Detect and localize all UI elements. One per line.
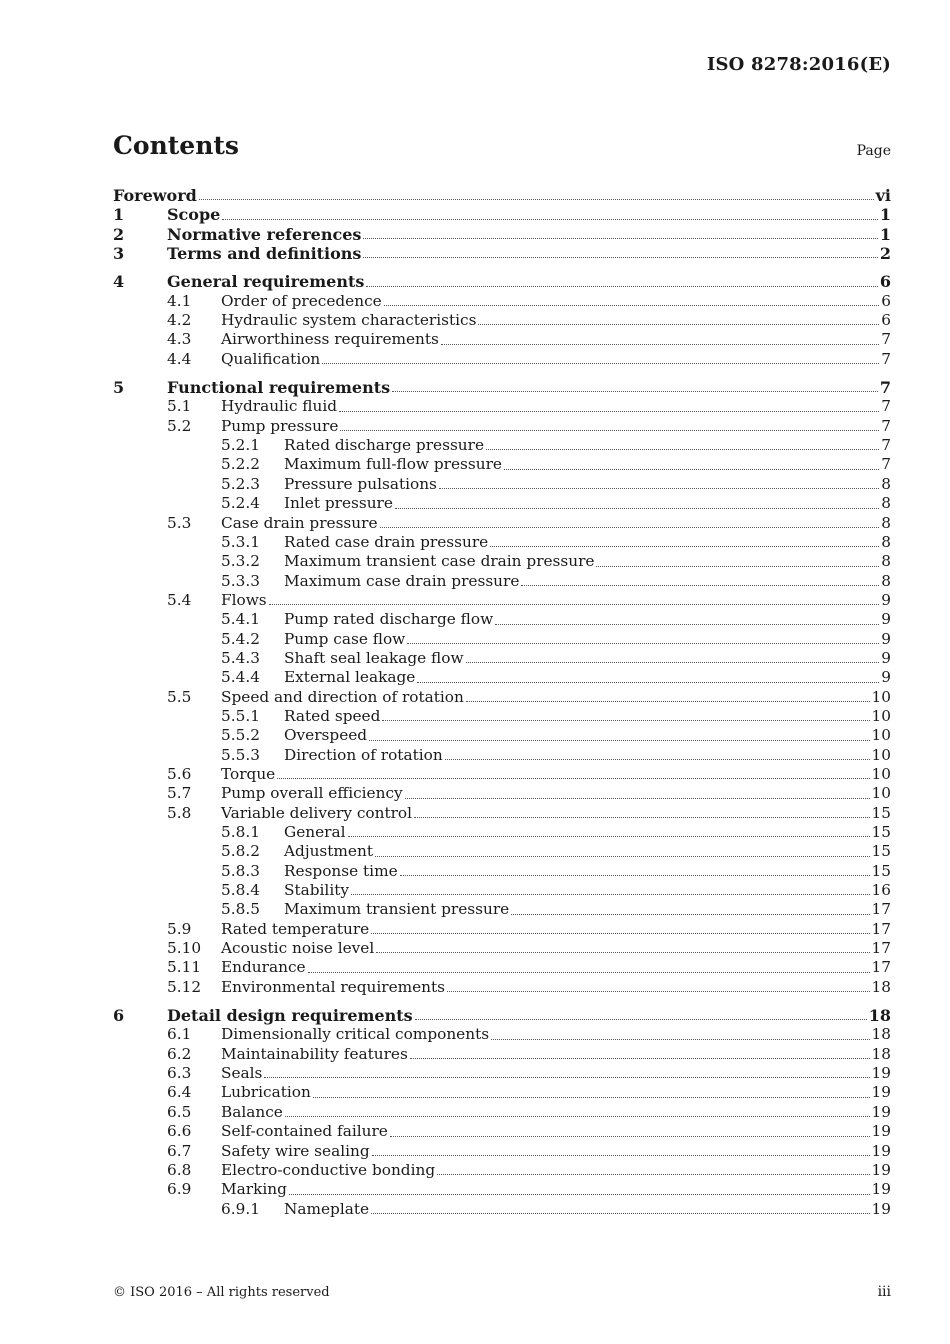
- toc-entry-page: 17: [871, 919, 891, 938]
- toc-entry-title: General requirements: [167, 272, 365, 292]
- toc-entry[interactable]: [113, 591, 891, 610]
- dot-leader: [382, 720, 869, 721]
- toc-entry-page: 10: [871, 706, 891, 725]
- toc-entry[interactable]: [113, 784, 891, 803]
- document-id: ISO 8278:2016(E): [706, 54, 891, 75]
- dot-leader: [277, 778, 869, 779]
- dot-leader: [392, 391, 878, 392]
- toc-entry-page: 6: [881, 311, 891, 330]
- toc-entry-title: Rated discharge pressure: [284, 436, 485, 455]
- toc-entry[interactable]: [113, 726, 891, 745]
- toc-entry-title: Scope: [167, 205, 221, 225]
- dot-leader: [222, 219, 878, 220]
- toc-entry[interactable]: [113, 668, 891, 687]
- dot-leader: [437, 1174, 869, 1175]
- toc-entry-number: 5.2.3: [221, 474, 260, 493]
- toc-entry-page: 9: [881, 629, 891, 648]
- dot-leader: [490, 546, 879, 547]
- dot-leader: [390, 1136, 870, 1137]
- dot-leader: [414, 817, 870, 818]
- dot-leader: [322, 363, 879, 364]
- toc-entry-title: Environmental requirements: [221, 977, 446, 996]
- toc-entry-title: Marking: [221, 1180, 287, 1199]
- toc-entry-page: 7: [881, 455, 891, 474]
- toc-entry[interactable]: [113, 707, 891, 726]
- dot-leader: [339, 411, 879, 412]
- toc-entry-page: 7: [881, 397, 891, 416]
- toc-entry-number: 5.9: [167, 919, 192, 938]
- dot-leader: [395, 508, 879, 509]
- toc-entry-page: 19: [871, 1160, 891, 1179]
- toc-entry-title: Pump overall efficiency: [221, 784, 403, 803]
- toc-entry-title: Maintainability features: [221, 1044, 408, 1063]
- toc-entry-number: 5.12: [167, 977, 202, 996]
- toc-entry[interactable]: [113, 1045, 891, 1064]
- toc-entry-page: 7: [881, 349, 891, 368]
- toc-entry-number: 6.1: [167, 1025, 192, 1044]
- toc-entry-page: 8: [881, 552, 891, 571]
- toc-entry-number: 6.6: [167, 1122, 192, 1141]
- toc-entry-number: 5.8.5: [221, 900, 260, 919]
- toc-entry-title: Case drain pressure: [221, 513, 378, 532]
- toc-entry-page: 19: [871, 1102, 891, 1121]
- toc-entry-title: Response time: [284, 861, 398, 880]
- dot-leader: [511, 914, 869, 915]
- toc-entry[interactable]: [113, 881, 891, 900]
- toc-entry-title: Shaft seal leakage flow: [284, 648, 464, 667]
- toc-entry-page: 7: [881, 416, 891, 435]
- toc-entry-page: 17: [871, 900, 891, 919]
- dot-leader: [495, 624, 879, 625]
- toc-entry[interactable]: [113, 978, 891, 997]
- toc-entry-number: 5.3.2: [221, 552, 260, 571]
- toc-entry-page: 10: [871, 764, 891, 783]
- toc-entry-number: 6.8: [167, 1160, 192, 1179]
- toc-entry-page: 17: [871, 958, 891, 977]
- toc-entry-page: 10: [871, 745, 891, 764]
- dot-leader: [269, 604, 880, 605]
- toc-entry-number: 5.6: [167, 764, 192, 783]
- toc-entry[interactable]: [113, 688, 891, 707]
- toc-entry-page: vi: [875, 186, 891, 205]
- toc-entry-number: 4.1: [167, 291, 192, 310]
- dot-leader: [415, 1019, 867, 1020]
- toc-entry-page: 9: [881, 648, 891, 667]
- toc-entry-page: 17: [871, 939, 891, 958]
- toc-entry-number: 5.4.1: [221, 610, 260, 629]
- dot-leader: [285, 1116, 870, 1117]
- toc-entry-number: 5.2.1: [221, 436, 260, 455]
- page-column-label: Page: [856, 143, 891, 159]
- toc-entry[interactable]: [113, 514, 891, 533]
- toc-entry-title: Maximum full-flow pressure: [284, 455, 502, 474]
- toc-entry[interactable]: [113, 272, 891, 291]
- toc-entry-title: Safety wire sealing: [221, 1141, 370, 1160]
- toc-entry-title: Terms and definitions: [167, 244, 362, 264]
- toc-entry[interactable]: [113, 292, 891, 311]
- dot-leader: [351, 894, 870, 895]
- contents-title: Contents: [113, 131, 240, 160]
- dot-leader: [466, 662, 880, 663]
- dot-leader: [372, 1155, 870, 1156]
- toc-entry[interactable]: [113, 958, 891, 977]
- toc-entry-page: 15: [871, 823, 891, 841]
- toc-entry-title: Stability: [284, 881, 350, 900]
- toc-entry-number: 5.4.3: [221, 648, 260, 667]
- toc-entry-number: 6.7: [167, 1141, 192, 1160]
- toc-entry[interactable]: [113, 804, 891, 823]
- footer-copyright: © ISO 2016 – All rights reserved: [113, 1285, 330, 1300]
- toc-entry-title: Endurance: [221, 958, 306, 977]
- toc-entry-page: 10: [871, 784, 891, 803]
- toc-entry-title: Seals: [221, 1064, 263, 1083]
- toc-entry[interactable]: [113, 494, 891, 513]
- toc-entry[interactable]: [113, 572, 891, 591]
- toc-entry-page: 19: [871, 1141, 891, 1160]
- toc-entry[interactable]: [113, 630, 891, 649]
- toc-entry-number: 5.8: [167, 803, 192, 822]
- toc-entry-page: 8: [881, 494, 891, 513]
- toc-entry[interactable]: [113, 862, 891, 881]
- toc-entry-title: Dimensionally critical components: [221, 1025, 490, 1044]
- toc-entry-number: 5.5.3: [221, 745, 260, 764]
- toc-entry-title: Detail design requirements: [167, 1006, 413, 1026]
- toc-entry-page: 15: [871, 803, 891, 822]
- toc-entry-page: 9: [881, 668, 891, 687]
- toc-entry-page: 10: [871, 726, 891, 745]
- toc-entry[interactable]: [113, 939, 891, 958]
- dot-leader: [371, 933, 869, 934]
- toc-entry-title: Adjustment: [284, 842, 373, 861]
- toc-entry-number: 5.7: [167, 784, 192, 803]
- toc-entry-number: 5.5.1: [221, 706, 260, 725]
- toc-entry-number: 1: [113, 205, 125, 225]
- toc-entry-page: 19: [871, 1180, 891, 1199]
- toc-entry-title: Pressure pulsations: [284, 474, 437, 493]
- toc-entry-title: Hydraulic system characteristics: [221, 311, 477, 330]
- dot-leader: [313, 1097, 870, 1098]
- toc-entry-page: 8: [881, 513, 891, 532]
- toc-entry-title: Foreword: [113, 186, 197, 205]
- toc-entry-number: 6.2: [167, 1044, 192, 1063]
- dot-leader: [466, 701, 870, 702]
- toc-entry-number: 2: [113, 224, 125, 244]
- toc-entry-title: Balance: [221, 1102, 283, 1121]
- toc-entry-number: 5.4.4: [221, 668, 260, 687]
- toc-entry-title: Pump rated discharge flow: [284, 610, 494, 629]
- toc-entry-title: Variable delivery control: [221, 803, 413, 822]
- toc-entry[interactable]: [113, 1064, 891, 1083]
- toc-entry[interactable]: [113, 552, 891, 571]
- toc-entry-number: 5.8.3: [221, 861, 260, 880]
- toc-entry[interactable]: [113, 350, 891, 369]
- toc-entry-page: 1: [879, 224, 891, 244]
- toc-entry-page: 18: [871, 977, 891, 996]
- dot-leader: [371, 1213, 869, 1214]
- toc-entry[interactable]: [113, 842, 891, 861]
- toc-entry-title: Pump pressure: [221, 416, 339, 435]
- toc-entry[interactable]: [113, 900, 891, 919]
- toc-entry-title: Maximum transient pressure: [284, 900, 510, 919]
- dot-leader: [363, 257, 877, 258]
- toc-entry-number: 4.3: [167, 330, 192, 349]
- toc-entry-title: Pump case flow: [284, 629, 406, 648]
- toc-entry-title: Flows: [221, 590, 267, 609]
- toc-entry-title: Electro-conductive bonding: [221, 1160, 436, 1179]
- toc-entry-title: Lubrication: [221, 1083, 311, 1102]
- toc-entry[interactable]: [113, 649, 891, 668]
- toc-entry[interactable]: [113, 533, 891, 552]
- toc-entry-title: Self-contained failure: [221, 1122, 388, 1141]
- dot-leader: [445, 759, 870, 760]
- toc-entry-page: 8: [881, 474, 891, 493]
- dot-leader: [486, 449, 879, 450]
- dot-leader: [447, 991, 870, 992]
- toc-entry[interactable]: [113, 436, 891, 455]
- toc-entry-page: 16: [871, 881, 891, 900]
- dot-leader: [400, 875, 870, 876]
- dot-leader: [478, 324, 879, 325]
- toc-entry[interactable]: [113, 397, 891, 416]
- toc-entry-number: 5.1: [167, 397, 192, 416]
- toc-entry-title: General: [284, 823, 346, 841]
- toc-entry-title: Torque: [221, 764, 276, 783]
- toc-entry-number: 3: [113, 244, 125, 264]
- toc-entry[interactable]: [113, 1161, 891, 1180]
- toc-entry-page: 10: [871, 687, 891, 706]
- toc-entry[interactable]: [113, 1103, 891, 1122]
- toc-entry[interactable]: [113, 920, 891, 939]
- dot-leader: [366, 286, 878, 287]
- toc-entry-number: 6.9: [167, 1180, 192, 1199]
- toc-entry-number: 5.2.2: [221, 455, 260, 474]
- toc-entry-title: Order of precedence: [221, 291, 382, 310]
- toc-entry-number: 5.3: [167, 513, 192, 532]
- toc-entry-page: 1: [879, 205, 891, 225]
- toc-entry-number: 5.3.1: [221, 532, 260, 551]
- toc-entry[interactable]: [113, 1025, 891, 1044]
- toc-entry-title: Overspeed: [284, 726, 368, 745]
- toc-entry-page: 7: [881, 436, 891, 455]
- toc-entry-number: 4: [113, 272, 125, 292]
- toc-entry[interactable]: [113, 1083, 891, 1102]
- toc-entry[interactable]: [113, 378, 891, 397]
- toc-entry-title: Direction of rotation: [284, 745, 443, 764]
- toc-entry-page: 18: [868, 1006, 891, 1026]
- toc-entry[interactable]: [113, 186, 891, 205]
- toc-entry-page: 19: [871, 1122, 891, 1141]
- toc-entry-number: 5.2: [167, 416, 192, 435]
- toc-entry-number: 5.3.3: [221, 571, 260, 590]
- toc-entry-title: Rated case drain pressure: [284, 532, 489, 551]
- toc-entry-number: 5.8.2: [221, 842, 260, 861]
- dot-leader: [363, 238, 877, 239]
- dot-leader: [340, 430, 879, 431]
- toc-entry-title: Rated temperature: [221, 919, 370, 938]
- toc-entry[interactable]: [113, 823, 891, 842]
- toc-entry-page: 15: [871, 861, 891, 880]
- toc-entry-page: 19: [871, 1064, 891, 1083]
- toc-entry-number: 5.11: [167, 958, 202, 977]
- toc-entry-number: 5.5: [167, 687, 192, 706]
- dot-leader: [405, 798, 870, 799]
- toc-entry-title: Maximum case drain pressure: [284, 571, 520, 590]
- dot-leader: [199, 199, 874, 200]
- toc-entry-number: 4.2: [167, 311, 192, 330]
- toc-entry-page: 9: [881, 610, 891, 629]
- dot-leader: [504, 469, 879, 470]
- toc-entry-page: 8: [881, 532, 891, 551]
- toc-entry-title: Acoustic noise level: [221, 939, 375, 958]
- toc-entry-page: 6: [881, 291, 891, 310]
- toc-entry-number: 5.2.4: [221, 494, 260, 513]
- toc-entry[interactable]: [113, 1006, 891, 1025]
- toc-entry[interactable]: [113, 1122, 891, 1141]
- toc-entry[interactable]: [113, 455, 891, 474]
- toc-entry[interactable]: [113, 225, 891, 244]
- table-of-contents: [113, 186, 891, 1219]
- dot-leader: [376, 952, 869, 953]
- toc-entry-title: Rated speed: [284, 706, 381, 725]
- toc-entry-page: 18: [871, 1044, 891, 1063]
- toc-entry[interactable]: [113, 765, 891, 784]
- toc-entry[interactable]: [113, 1142, 891, 1161]
- toc-entry-page: 7: [881, 330, 891, 349]
- toc-entry[interactable]: [113, 1200, 891, 1219]
- toc-entry-page: 6: [879, 272, 891, 292]
- toc-entry-number: 5.5.2: [221, 726, 260, 745]
- toc-entry-number: 6: [113, 1006, 125, 1026]
- toc-entry-title: Inlet pressure: [284, 494, 393, 513]
- toc-entry-title: Normative references: [167, 224, 362, 244]
- toc-entry-page: 19: [871, 1083, 891, 1102]
- toc-entry[interactable]: [113, 330, 891, 349]
- toc-entry[interactable]: [113, 417, 891, 436]
- toc-entry-title: Functional requirements: [167, 378, 391, 398]
- toc-entry-page: 9: [881, 590, 891, 609]
- toc-entry-number: 4.4: [167, 349, 192, 368]
- dot-leader: [384, 305, 880, 306]
- toc-entry[interactable]: [113, 610, 891, 629]
- toc-entry-title: Nameplate: [284, 1199, 370, 1218]
- toc-entry-number: 6.4: [167, 1083, 192, 1102]
- toc-entry-page: 8: [881, 571, 891, 590]
- dot-leader: [491, 1039, 869, 1040]
- dot-leader: [289, 1194, 870, 1195]
- toc-entry[interactable]: [113, 244, 891, 263]
- dot-leader: [521, 585, 879, 586]
- toc-entry-title: Airworthiness requirements: [221, 330, 439, 349]
- dot-leader: [369, 740, 869, 741]
- toc-entry[interactable]: [113, 475, 891, 494]
- toc-entry-number: 6.3: [167, 1064, 192, 1083]
- dot-leader: [264, 1077, 869, 1078]
- toc-entry-number: 5.10: [167, 939, 202, 958]
- toc-entry[interactable]: [113, 1180, 891, 1199]
- toc-entry-number: 6.9.1: [221, 1199, 260, 1218]
- toc-entry-number: 5: [113, 378, 125, 398]
- toc-entry-page: 2: [879, 244, 891, 264]
- toc-entry-title: External leakage: [284, 668, 416, 687]
- toc-entry-title: Hydraulic fluid: [221, 397, 338, 416]
- toc-entry-title: Qualification: [221, 349, 321, 368]
- toc-entry-page: 19: [871, 1199, 891, 1218]
- dot-leader: [417, 682, 879, 683]
- toc-entry-title: Speed and direction of rotation: [221, 687, 464, 706]
- toc-entry-page: 18: [871, 1025, 891, 1044]
- toc-entry-number: 6.5: [167, 1102, 192, 1121]
- dot-leader: [410, 1058, 870, 1059]
- dot-leader: [375, 856, 870, 857]
- toc-entry-number: 5.4.2: [221, 629, 260, 648]
- dot-leader: [439, 488, 879, 489]
- dot-leader: [596, 566, 879, 567]
- toc-entry-number: 5.4: [167, 590, 192, 609]
- toc-entry-number: 5.8.1: [221, 823, 260, 841]
- footer-page-number: iii: [877, 1284, 891, 1300]
- toc-entry[interactable]: [113, 311, 891, 330]
- toc-entry[interactable]: [113, 205, 891, 224]
- toc-entry-title: Maximum transient case drain pressure: [284, 552, 595, 571]
- toc-entry-page: 15: [871, 842, 891, 861]
- dot-leader: [380, 527, 880, 528]
- toc-entry-page: 7: [879, 378, 891, 398]
- dot-leader: [308, 972, 870, 973]
- toc-entry[interactable]: [113, 746, 891, 765]
- toc-entry-number: 5.8.4: [221, 881, 260, 900]
- dot-leader: [348, 836, 870, 837]
- dot-leader: [407, 643, 879, 644]
- dot-leader: [441, 344, 879, 345]
